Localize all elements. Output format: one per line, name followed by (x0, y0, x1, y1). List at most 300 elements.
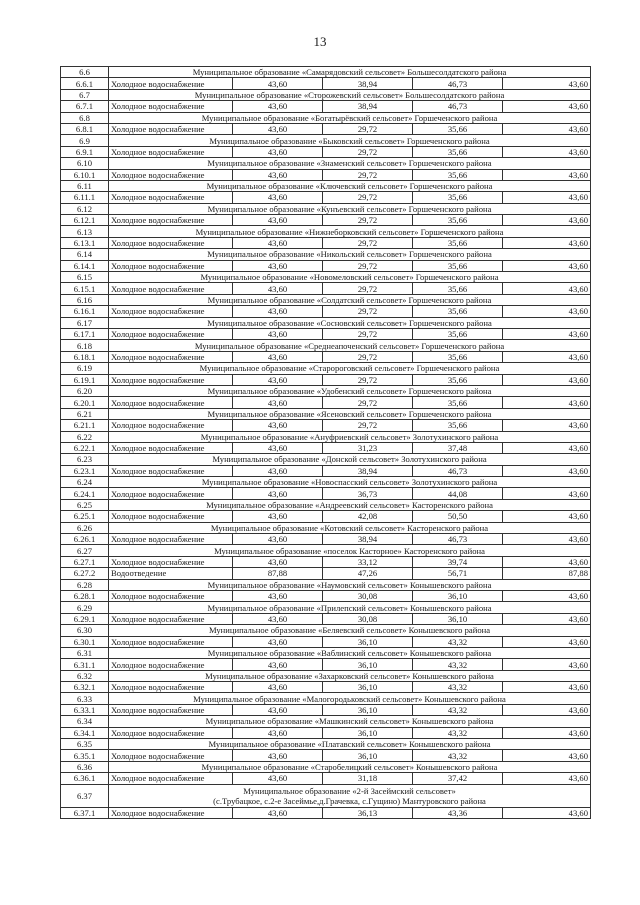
tariff-value-1: 43,60 (233, 773, 323, 784)
section-number: 6.27 (61, 545, 109, 556)
municipality-name (109, 454, 591, 465)
tariff-row (61, 807, 591, 818)
section-number: 6.18 (61, 340, 109, 351)
item-number: 6.6.1 (61, 78, 109, 89)
item-number: 6.35.1 (61, 750, 109, 761)
section-number: 6.24 (61, 477, 109, 488)
service-name: Холодное водоснабжение (109, 101, 233, 112)
municipality-name (109, 716, 591, 727)
section-number: 6.15 (61, 272, 109, 283)
municipality-header-row (61, 317, 591, 328)
tariff-value-1: 43,60 (233, 590, 323, 601)
municipality-header-row (61, 249, 591, 260)
tariff-value-1: 43,60 (233, 488, 323, 499)
tariff-row (61, 682, 591, 693)
tariff-row (61, 237, 591, 248)
tariff-value-2: 29,72 (323, 351, 413, 362)
tariff-value-2: 33,12 (323, 556, 413, 567)
section-number: 6.9 (61, 135, 109, 146)
tariff-row (61, 511, 591, 522)
municipality-name-line: Муниципальное образование «2-й Засеймский сельсовет» (243, 785, 456, 796)
tariff-value-4: 43,60 (503, 613, 591, 624)
tariff-value-2: 36,73 (323, 488, 413, 499)
municipality-name (109, 761, 591, 772)
tariff-value-2: 31,18 (323, 773, 413, 784)
tariff-value-1: 43,60 (233, 511, 323, 522)
tariff-row (61, 659, 591, 670)
tariff-value-1: 43,60 (233, 613, 323, 624)
service-name: Холодное водоснабжение (109, 306, 233, 317)
municipality-header-row (61, 431, 591, 442)
tariff-value-2: 36,10 (323, 704, 413, 715)
municipality-name-line: Муниципальное образование «Знаменский сельсовет» Горшеченского района (207, 158, 492, 169)
tariff-row (61, 78, 591, 89)
municipality-name-line: Муниципальное образование «Ваблинский сельсовет» Конышевского района (207, 648, 492, 659)
municipality-header-row (61, 499, 591, 510)
municipality-name-line: Муниципальное образование «Ключевский сельсовет» Горшеченского района (206, 181, 493, 192)
municipality-name (109, 647, 591, 658)
municipality-header-row (61, 180, 591, 191)
tariff-row (61, 351, 591, 362)
item-number: 6.31.1 (61, 659, 109, 670)
tariff-row (61, 306, 591, 317)
municipality-name (109, 784, 591, 807)
section-number: 6.37 (61, 784, 109, 807)
tariff-value-3: 35,66 (413, 328, 503, 339)
tariff-value-3: 46,73 (413, 78, 503, 89)
tariff-value-2: 29,72 (323, 283, 413, 294)
item-number: 6.32.1 (61, 682, 109, 693)
item-number: 6.14.1 (61, 260, 109, 271)
page-number: 13 (313, 34, 327, 49)
tariff-value-3: 46,73 (413, 534, 503, 545)
municipality-header-row (61, 545, 591, 556)
municipality-name (109, 203, 591, 214)
item-number: 6.17.1 (61, 328, 109, 339)
tariff-row (61, 420, 591, 431)
tariff-value-1: 43,60 (233, 442, 323, 453)
tariff-value-2: 29,72 (323, 146, 413, 157)
municipality-name-line: Муниципальное образование «Малогородьковский сельсовет» Конышевского района (193, 693, 506, 704)
municipality-header-row (61, 340, 591, 351)
tariff-row (61, 101, 591, 112)
tariff-value-4: 43,60 (503, 215, 591, 226)
tariff-value-1: 43,60 (233, 727, 323, 738)
tariff-row (61, 397, 591, 408)
item-number: 6.29.1 (61, 613, 109, 624)
tariff-value-2: 29,72 (323, 169, 413, 180)
municipality-name-line: Муниципальное образование «Наумовский сельсовет» Конышевского района (207, 579, 492, 590)
municipality-name (109, 294, 591, 305)
tariff-value-1: 43,60 (233, 556, 323, 567)
service-name: Холодное водоснабжение (109, 192, 233, 203)
tariff-value-2: 29,72 (323, 215, 413, 226)
municipality-header-row (61, 522, 591, 533)
municipality-name (109, 112, 591, 123)
municipality-name (109, 89, 591, 100)
tariff-value-4: 43,60 (503, 682, 591, 693)
section-number: 6.6 (61, 67, 109, 78)
section-number: 6.29 (61, 602, 109, 613)
item-number: 6.21.1 (61, 420, 109, 431)
tariff-row (61, 215, 591, 226)
section-number: 6.28 (61, 579, 109, 590)
section-number: 6.14 (61, 249, 109, 260)
tariff-value-4: 43,60 (503, 283, 591, 294)
municipality-name-line: Муниципальное образование «Беляевский сельсовет» Конышевского района (208, 625, 491, 636)
tariff-value-3: 35,66 (413, 169, 503, 180)
municipality-name (109, 670, 591, 681)
section-number: 6.25 (61, 499, 109, 510)
tariff-value-4: 43,60 (503, 727, 591, 738)
municipality-name-line: Муниципальное образование «Андреевский сельсовет» Касторенского района (206, 500, 493, 511)
municipality-name (109, 625, 591, 636)
service-name: Холодное водоснабжение (109, 682, 233, 693)
tariff-row (61, 283, 591, 294)
tariff-value-4: 43,60 (503, 169, 591, 180)
tariff-value-1: 43,60 (233, 807, 323, 818)
tariff-value-3: 46,73 (413, 465, 503, 476)
municipality-header-row (61, 579, 591, 590)
tariff-row (61, 260, 591, 271)
section-number: 6.20 (61, 385, 109, 396)
municipality-header-row (61, 784, 591, 807)
tariff-value-2: 29,72 (323, 192, 413, 203)
section-number: 6.21 (61, 408, 109, 419)
tariff-value-1: 43,60 (233, 682, 323, 693)
tariff-value-1: 43,60 (233, 123, 323, 134)
section-number: 6.17 (61, 317, 109, 328)
tariff-value-4: 43,60 (503, 123, 591, 134)
tariff-value-1: 43,60 (233, 351, 323, 362)
item-number: 6.13.1 (61, 237, 109, 248)
service-name: Холодное водоснабжение (109, 773, 233, 784)
item-number: 6.27.1 (61, 556, 109, 567)
item-number: 6.19.1 (61, 374, 109, 385)
tariff-value-3: 35,66 (413, 283, 503, 294)
municipality-header-row (61, 294, 591, 305)
tariff-value-2: 31,23 (323, 442, 413, 453)
municipality-header-row (61, 647, 591, 658)
municipality-name-line: Муниципальное образование «Новомеловский сельсовет» Горшеченского района (200, 272, 499, 283)
tariff-value-2: 38,94 (323, 101, 413, 112)
municipality-name (109, 477, 591, 488)
section-number: 6.10 (61, 158, 109, 169)
tariff-value-3: 36,10 (413, 613, 503, 624)
municipality-name (109, 363, 591, 374)
tariff-value-1: 43,60 (233, 374, 323, 385)
municipality-name-line: Муниципальное образование «Удобенский сельсовет» Горшеченского района (207, 386, 492, 397)
tariff-value-2: 29,72 (323, 123, 413, 134)
municipality-header-row (61, 761, 591, 772)
item-number: 6.34.1 (61, 727, 109, 738)
municipality-name-line: Муниципальное образование «Платавский сельсовет» Конышевского района (208, 739, 491, 750)
municipality-header-row (61, 89, 591, 100)
municipality-header-row (61, 454, 591, 465)
tariff-value-4: 43,60 (503, 351, 591, 362)
service-name: Холодное водоснабжение (109, 534, 233, 545)
tariff-value-3: 35,66 (413, 192, 503, 203)
tariff-value-2: 30,08 (323, 590, 413, 601)
tariff-value-1: 43,60 (233, 101, 323, 112)
section-number: 6.32 (61, 670, 109, 681)
tariff-row (61, 750, 591, 761)
tariff-value-1: 43,60 (233, 659, 323, 670)
tariff-row (61, 590, 591, 601)
tariff-value-3: 43,32 (413, 682, 503, 693)
tariff-value-1: 43,60 (233, 750, 323, 761)
municipality-name-line: Муниципальное образование «Старороговский сельсовет» Горшеченского района (199, 363, 500, 374)
tariff-row (61, 568, 591, 579)
section-number: 6.31 (61, 647, 109, 658)
municipality-header-row (61, 158, 591, 169)
tariff-value-2: 30,08 (323, 613, 413, 624)
tariff-value-1: 43,60 (233, 260, 323, 271)
tariff-value-1: 43,60 (233, 397, 323, 408)
tariff-value-4: 43,60 (503, 420, 591, 431)
item-number: 6.20.1 (61, 397, 109, 408)
service-name: Холодное водоснабжение (109, 146, 233, 157)
tariff-value-2: 29,72 (323, 237, 413, 248)
municipality-name (109, 226, 591, 237)
item-number: 6.7.1 (61, 101, 109, 112)
municipality-header-row (61, 363, 591, 374)
tariff-value-2: 47,26 (323, 568, 413, 579)
tariff-value-2: 36,10 (323, 682, 413, 693)
municipality-name (109, 67, 591, 78)
tariff-value-3: 43,36 (413, 807, 503, 818)
tariff-value-2: 29,72 (323, 420, 413, 431)
service-name: Холодное водоснабжение (109, 442, 233, 453)
service-name: Холодное водоснабжение (109, 590, 233, 601)
service-name: Холодное водоснабжение (109, 465, 233, 476)
municipality-name-line: Муниципальное образование «Новоспасский сельсовет» Золотухинского района (201, 477, 498, 488)
municipality-header-row (61, 602, 591, 613)
tariff-value-1: 87,88 (233, 568, 323, 579)
section-number: 6.13 (61, 226, 109, 237)
municipality-name-line: Муниципальное образование «поселок Касторное» Касторенского района (214, 545, 485, 556)
item-number: 6.18.1 (61, 351, 109, 362)
tariff-value-2: 36,10 (323, 750, 413, 761)
item-number: 6.33.1 (61, 704, 109, 715)
tariff-value-3: 46,73 (413, 101, 503, 112)
municipality-name-line: Муниципальное образование «Сторожевский сельсовет» Большесолдатского района (194, 89, 505, 100)
item-number: 6.8.1 (61, 123, 109, 134)
municipality-name-line: Муниципальное образование «Богатырёвский сельсовет» Горшеченского района (201, 112, 498, 123)
municipality-name-line: Муниципальное образование «Прилепский сельсовет» Конышевского района (207, 602, 492, 613)
tariff-value-2: 29,72 (323, 328, 413, 339)
tariff-row (61, 192, 591, 203)
municipality-name-line: Муниципальное образование «Донской сельсовет» Золотухинского района (212, 454, 487, 465)
tariff-value-4: 43,60 (503, 101, 591, 112)
municipality-name (109, 180, 591, 191)
service-name: Холодное водоснабжение (109, 237, 233, 248)
item-number: 6.16.1 (61, 306, 109, 317)
tariff-value-3: 35,66 (413, 374, 503, 385)
municipality-header-row (61, 408, 591, 419)
tariff-row (61, 465, 591, 476)
municipality-header-row (61, 716, 591, 727)
tariff-value-3: 35,66 (413, 146, 503, 157)
municipality-header-row (61, 385, 591, 396)
municipality-header-row (61, 203, 591, 214)
tariff-value-3: 35,66 (413, 351, 503, 362)
municipality-header-row (61, 272, 591, 283)
tariff-value-2: 29,72 (323, 306, 413, 317)
service-name: Холодное водоснабжение (109, 807, 233, 818)
section-number: 6.34 (61, 716, 109, 727)
tariff-value-3: 43,32 (413, 659, 503, 670)
section-number: 6.8 (61, 112, 109, 123)
tariff-row (61, 442, 591, 453)
municipality-name-line: Муниципальное образование «Захарковский сельсовет» Конышевского района (205, 670, 494, 681)
service-name: Холодное водоснабжение (109, 511, 233, 522)
tariff-value-1: 43,60 (233, 146, 323, 157)
section-number: 6.16 (61, 294, 109, 305)
tariff-value-4: 43,60 (503, 192, 591, 203)
tariff-value-3: 35,66 (413, 215, 503, 226)
tariff-value-4: 43,60 (503, 374, 591, 385)
tariff-value-3: 35,66 (413, 306, 503, 317)
municipality-name (109, 158, 591, 169)
service-name: Холодное водоснабжение (109, 215, 233, 226)
municipality-header-row (61, 112, 591, 123)
tariff-value-3: 35,66 (413, 260, 503, 271)
tariff-value-2: 38,94 (323, 465, 413, 476)
tariff-value-4: 43,60 (503, 488, 591, 499)
tariff-value-4: 43,60 (503, 704, 591, 715)
tariff-value-4: 43,60 (503, 465, 591, 476)
item-number: 6.24.1 (61, 488, 109, 499)
tariff-value-2: 29,72 (323, 260, 413, 271)
municipality-name-line: Муниципальное образование «Старобелицкий сельсовет» Конышевского района (201, 762, 498, 773)
tariff-row (61, 534, 591, 545)
tariff-value-4: 43,60 (503, 328, 591, 339)
service-name: Холодное водоснабжение (109, 636, 233, 647)
tariff-value-3: 35,66 (413, 237, 503, 248)
item-number: 6.12.1 (61, 215, 109, 226)
tariff-value-3: 43,32 (413, 727, 503, 738)
service-name: Холодное водоснабжение (109, 123, 233, 134)
municipality-name-line: Муниципальное образование «Ануфриевский сельсовет» Золотухинского района (200, 431, 499, 442)
item-number: 6.15.1 (61, 283, 109, 294)
municipality-name-line: Муниципальное образование «Машкинский сельсовет» Конышевского района (205, 716, 494, 727)
item-number: 6.28.1 (61, 590, 109, 601)
municipality-header-row (61, 670, 591, 681)
tariff-value-4: 43,60 (503, 237, 591, 248)
municipality-name (109, 431, 591, 442)
tariff-row (61, 169, 591, 180)
tariff-value-1: 43,60 (233, 636, 323, 647)
tariff-value-1: 43,60 (233, 169, 323, 180)
section-number: 6.26 (61, 522, 109, 533)
section-number: 6.36 (61, 761, 109, 772)
tariff-value-3: 36,10 (413, 590, 503, 601)
service-name: Холодное водоснабжение (109, 351, 233, 362)
tariff-row (61, 556, 591, 567)
municipality-name-line: Муниципальное образование «Нижнеборковский сельсовет» Горшеченского района (195, 226, 504, 237)
section-number: 6.33 (61, 693, 109, 704)
municipality-name (109, 135, 591, 146)
municipality-header-row (61, 226, 591, 237)
municipality-name (109, 408, 591, 419)
section-number: 6.11 (61, 180, 109, 191)
tariff-value-3: 43,32 (413, 704, 503, 715)
tariff-value-4: 43,60 (503, 773, 591, 784)
service-name: Холодное водоснабжение (109, 283, 233, 294)
municipality-name (109, 340, 591, 351)
tariff-value-4: 43,60 (503, 78, 591, 89)
section-number: 6.30 (61, 625, 109, 636)
tariff-value-1: 43,60 (233, 328, 323, 339)
service-name: Водоотведение (109, 568, 233, 579)
tariff-row (61, 123, 591, 134)
municipality-name-line: Муниципальное образование «Самарядовский сельсовет» Большесолдатского района (192, 67, 507, 78)
municipality-name-line: Муниципальное образование «Сосновский сельсовет» Горшеченского района (207, 317, 492, 328)
tariff-value-3: 43,32 (413, 750, 503, 761)
municipality-name-line: Муниципальное образование «Солдатский сельсовет» Горшеченского района (207, 295, 492, 305)
tariff-value-4: 43,60 (503, 807, 591, 818)
municipality-name-line: Муниципальное образование «Котовский сельсовет» Касторенского района (210, 522, 489, 533)
tariff-value-3: 35,66 (413, 123, 503, 134)
tariff-value-3: 35,66 (413, 420, 503, 431)
tariff-value-1: 43,60 (233, 306, 323, 317)
tariff-value-3: 43,32 (413, 636, 503, 647)
item-number: 6.25.1 (61, 511, 109, 522)
tariff-value-3: 37,48 (413, 442, 503, 453)
service-name: Холодное водоснабжение (109, 704, 233, 715)
tariff-value-4: 43,60 (503, 590, 591, 601)
item-number: 6.30.1 (61, 636, 109, 647)
section-number: 6.19 (61, 363, 109, 374)
tariff-value-3: 44,08 (413, 488, 503, 499)
service-name: Холодное водоснабжение (109, 659, 233, 670)
service-name: Холодное водоснабжение (109, 613, 233, 624)
municipality-name (109, 272, 591, 283)
tariff-value-3: 50,50 (413, 511, 503, 522)
municipality-header-row (61, 739, 591, 750)
service-name: Холодное водоснабжение (109, 488, 233, 499)
municipality-header-row (61, 625, 591, 636)
tariff-table-body (61, 67, 591, 819)
municipality-header-row (61, 135, 591, 146)
service-name: Холодное водоснабжение (109, 397, 233, 408)
tariff-row (61, 613, 591, 624)
municipality-name-line: Муниципальное образование «Быковский сельсовет» Горшеченского района (209, 135, 490, 146)
item-number: 6.23.1 (61, 465, 109, 476)
section-number: 6.22 (61, 431, 109, 442)
tariff-value-1: 43,60 (233, 283, 323, 294)
service-name: Холодное водоснабжение (109, 420, 233, 431)
section-number: 6.12 (61, 203, 109, 214)
tariff-value-2: 38,94 (323, 534, 413, 545)
tariff-value-4: 43,60 (503, 534, 591, 545)
tariff-value-4: 43,60 (503, 306, 591, 317)
municipality-header-row (61, 477, 591, 488)
tariff-value-3: 37,42 (413, 773, 503, 784)
tariff-value-2: 29,72 (323, 397, 413, 408)
item-number: 6.22.1 (61, 442, 109, 453)
tariff-value-4: 87,88 (503, 568, 591, 579)
municipality-name (109, 499, 591, 510)
service-name: Холодное водоснабжение (109, 260, 233, 271)
item-number: 6.26.1 (61, 534, 109, 545)
tariff-value-4: 43,60 (503, 636, 591, 647)
tariff-value-1: 43,60 (233, 465, 323, 476)
tariff-value-4: 43,60 (503, 397, 591, 408)
tariff-value-1: 43,60 (233, 192, 323, 203)
municipality-name (109, 522, 591, 533)
